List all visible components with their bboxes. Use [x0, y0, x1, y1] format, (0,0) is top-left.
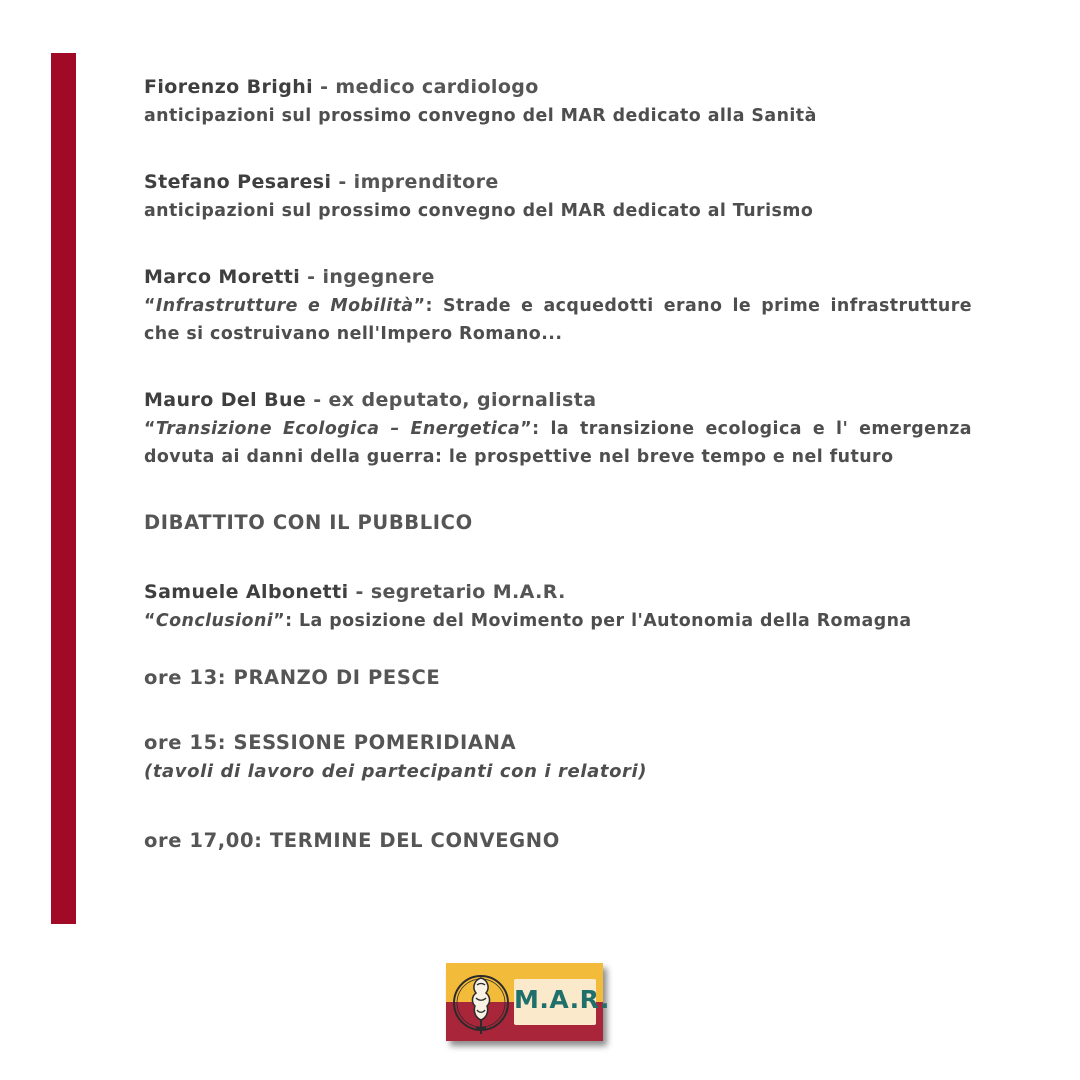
- speaker-block-albonetti: [144, 577, 912, 635]
- quote-open: “: [144, 296, 156, 316]
- accent-bar: [51, 53, 76, 924]
- speaker-name: Fiorenzo Brighi: [144, 76, 314, 98]
- lunch-block: [144, 663, 440, 693]
- speaker-role: - medico cardiologo: [313, 76, 539, 98]
- speaker-heading: [144, 577, 912, 607]
- speaker-talk: [144, 607, 912, 635]
- speaker-role: - segretario M.A.R.: [348, 581, 566, 603]
- speaker-role: - imprenditore: [331, 171, 499, 193]
- speaker-heading: [144, 385, 972, 415]
- speaker-heading: [144, 262, 972, 292]
- mar-logo: [446, 963, 610, 1041]
- speaker-description: anticipazioni sul prossimo convegno del MAR dedicato alla Sanità: [144, 106, 817, 126]
- quote-close: ”: [520, 419, 533, 439]
- speaker-name: Mauro Del Bue: [144, 389, 307, 411]
- rooster-emblem-icon: [450, 968, 512, 1038]
- speaker-block-brighi: [144, 72, 817, 130]
- debate-block: [144, 508, 473, 538]
- logo-text-box: [514, 979, 610, 1025]
- talk-description: : la transizione ecologica e l' emergenza dovuta ai danni della guerra: le prospettive nel breve tempo e nel futuro: [144, 419, 972, 467]
- quote-open: “: [144, 611, 156, 631]
- speaker-name: Stefano Pesaresi: [144, 171, 332, 193]
- afternoon-block: [144, 728, 647, 786]
- end-block: [144, 826, 560, 856]
- speaker-block-moretti: [144, 262, 972, 348]
- speaker-name: Marco Moretti: [144, 266, 301, 288]
- speaker-talk: [144, 415, 972, 471]
- speaker-name: Samuele Albonetti: [144, 581, 349, 603]
- talk-description: : Strade e acquedotti erano le prime infrastrutture che si costruivano nell'Impero Romano...: [144, 296, 973, 344]
- quote-close: ”: [413, 296, 426, 316]
- talk-title: Infrastrutture e Mobilità: [155, 296, 414, 316]
- speaker-description: anticipazioni sul prossimo convegno del MAR dedicato al Turismo: [144, 201, 814, 221]
- end-heading: ore 17,00: TERMINE DEL CONVEGNO: [144, 829, 560, 852]
- speaker-heading: [144, 72, 817, 102]
- talk-description: : La posizione del Movimento per l'Autonomia della Romagna: [285, 611, 912, 631]
- logo-text: M.A.R.: [514, 985, 610, 1014]
- talk-title: Transizione Ecologica – Energetica: [155, 419, 521, 439]
- speaker-role: - ingegnere: [300, 266, 435, 288]
- afternoon-heading: ore 15: SESSIONE POMERIDIANA: [144, 731, 517, 754]
- speaker-block-pesaresi: [144, 167, 813, 225]
- quote-close: ”: [273, 611, 286, 631]
- afternoon-note: (tavoli di lavoro dei partecipanti con i relatori): [144, 761, 648, 782]
- talk-title: Conclusioni: [155, 611, 274, 631]
- speaker-block-del-bue: [144, 385, 972, 471]
- debate-heading: DIBATTITO CON IL PUBBLICO: [144, 511, 473, 534]
- speaker-heading: [144, 167, 813, 197]
- quote-open: “: [144, 419, 156, 439]
- lunch-heading: ore 13: PRANZO DI PESCE: [144, 666, 441, 689]
- speaker-talk: [144, 292, 972, 348]
- speaker-role: - ex deputato, giornalista: [306, 389, 597, 411]
